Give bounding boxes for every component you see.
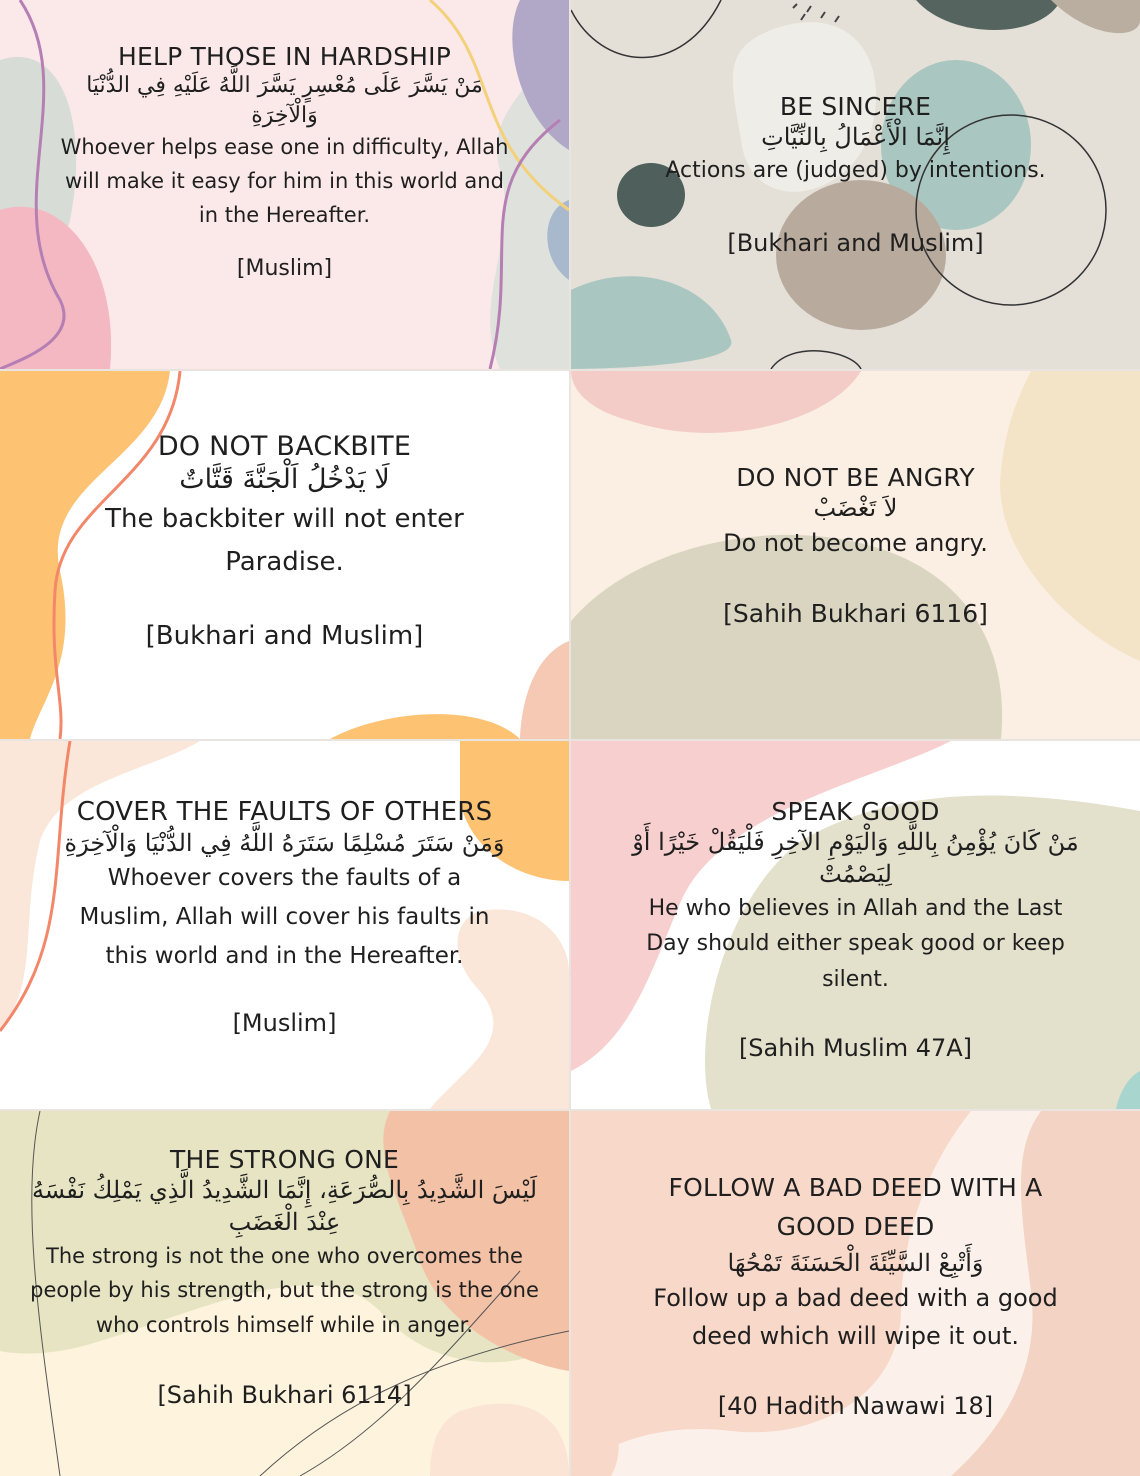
card-title: COVER THE FAULTS OF OTHERS (76, 797, 493, 827)
card-title: THE STRONG ONE (170, 1145, 399, 1174)
hadith-card-follow-bad-deed (571, 1111, 1140, 1476)
hadith-source: [Muslim] (232, 1009, 337, 1038)
translation-text: Whoever covers the faults of a Muslim, Allah will cover his faults in this world and in the Hereafter. (79, 865, 490, 969)
arabic-text: لَا يَدْخُلُ اَلْجَنَّةَ قَتَّاتٌ (179, 464, 390, 495)
hadith-card-speak-good (571, 741, 1140, 1109)
arabic-text: وَمَنْ سَتَرَ مُسْلِمًا سَتَرَهُ اللَّهُ فِي الدُّنْيَا وَالْآخِرَةِ (64, 829, 505, 857)
hadith-card-help-those-in-hardship (0, 0, 569, 369)
card-text (0, 42, 569, 281)
hadith-source: [Bukhari and Muslim] (145, 620, 424, 651)
hadith-source: [Sahih Bukhari 6116] (723, 599, 988, 629)
hadith-card-the-strong-one (0, 1111, 569, 1476)
hadith-source: [Bukhari and Muslim] (727, 229, 984, 258)
arabic-text: مَنْ كَانَ يُؤْمِنُ بِاللَّهِ وَالْيَوْمِ الآخِرِ فَلْيَقُلْ خَيْرًا أَوْ لِيَصْمُتْ (632, 828, 1079, 889)
card-title: SPEAK GOOD (771, 797, 940, 826)
translation-text: Actions are (judged) by intentions. (665, 158, 1046, 184)
translation-text: Do not become angry. (723, 529, 988, 558)
card-title: BE SINCERE (779, 92, 932, 121)
arabic-text: لَيْسَ الشَّدِيدُ بِالصُّرَعَةِ، إِنَّمَا الشَّدِيدُ الَّذِي يَمْلِكُ نَفْسَهُ عِنْدَ الْغَضَبِ (31, 1176, 538, 1237)
hadith-card-do-not-backbite (0, 371, 569, 739)
card-title: FOLLOW A BAD DEED WITH A GOOD DEED (668, 1173, 1043, 1241)
hadith-card-be-sincere (571, 0, 1140, 369)
arabic-text: وَأَتْبِعْ السَّيِّئَةَ الْحَسَنَةَ تَمْحُهَا (727, 1248, 984, 1277)
translation-text: The backbiter will not enter Paradise. (105, 504, 464, 577)
arabic-text: لاَ تَغْضَبْ (813, 494, 898, 522)
hadith-source: [40 Hadith Nawawi 18] (717, 1391, 994, 1420)
translation-text: Whoever helps ease one in difficulty, Allah will make it easy for him in this world and in the Hereafter. (60, 135, 509, 228)
translation-text: The strong is not the one who overcomes the people by his strength, but the strong is the one who controls himself while in anger. (30, 1243, 539, 1338)
card-text (0, 431, 569, 651)
arabic-text: إِنَّمَا الْأَعْمَالُ بِالنِّيَّاتِ (761, 123, 950, 151)
card-title: DO NOT BACKBITE (157, 431, 412, 462)
card-text (0, 1145, 569, 1409)
hadith-card-do-not-be-angry (571, 371, 1140, 739)
card-text (571, 797, 1140, 1062)
card-text (571, 463, 1140, 628)
hadith-card-cover-the-faults (0, 741, 569, 1109)
card-title: HELP THOSE IN HARDSHIP (118, 42, 451, 71)
hadith-source: [Muslim] (236, 256, 333, 282)
hadith-source: [Sahih Bukhari 6114] (157, 1380, 412, 1409)
card-title: DO NOT BE ANGRY (736, 463, 975, 492)
hadith-source: [Sahih Muslim 47A] (738, 1033, 973, 1062)
arabic-text: مَنْ يَسَّرَ عَلَى مُعْسِرٍ يَسَّرَ اللَّهُ عَلَيْهِ فِي الدُّنْيَا وَالْآخِرَةِ (86, 73, 483, 128)
translation-text: He who believes in Allah and the Last Day should either speak good or keep silent. (646, 895, 1065, 993)
card-text (571, 1169, 1140, 1420)
card-text (571, 92, 1140, 257)
translation-text: Follow up a bad deed with a good deed which will wipe it out. (653, 1283, 1058, 1351)
card-text (0, 797, 569, 1037)
